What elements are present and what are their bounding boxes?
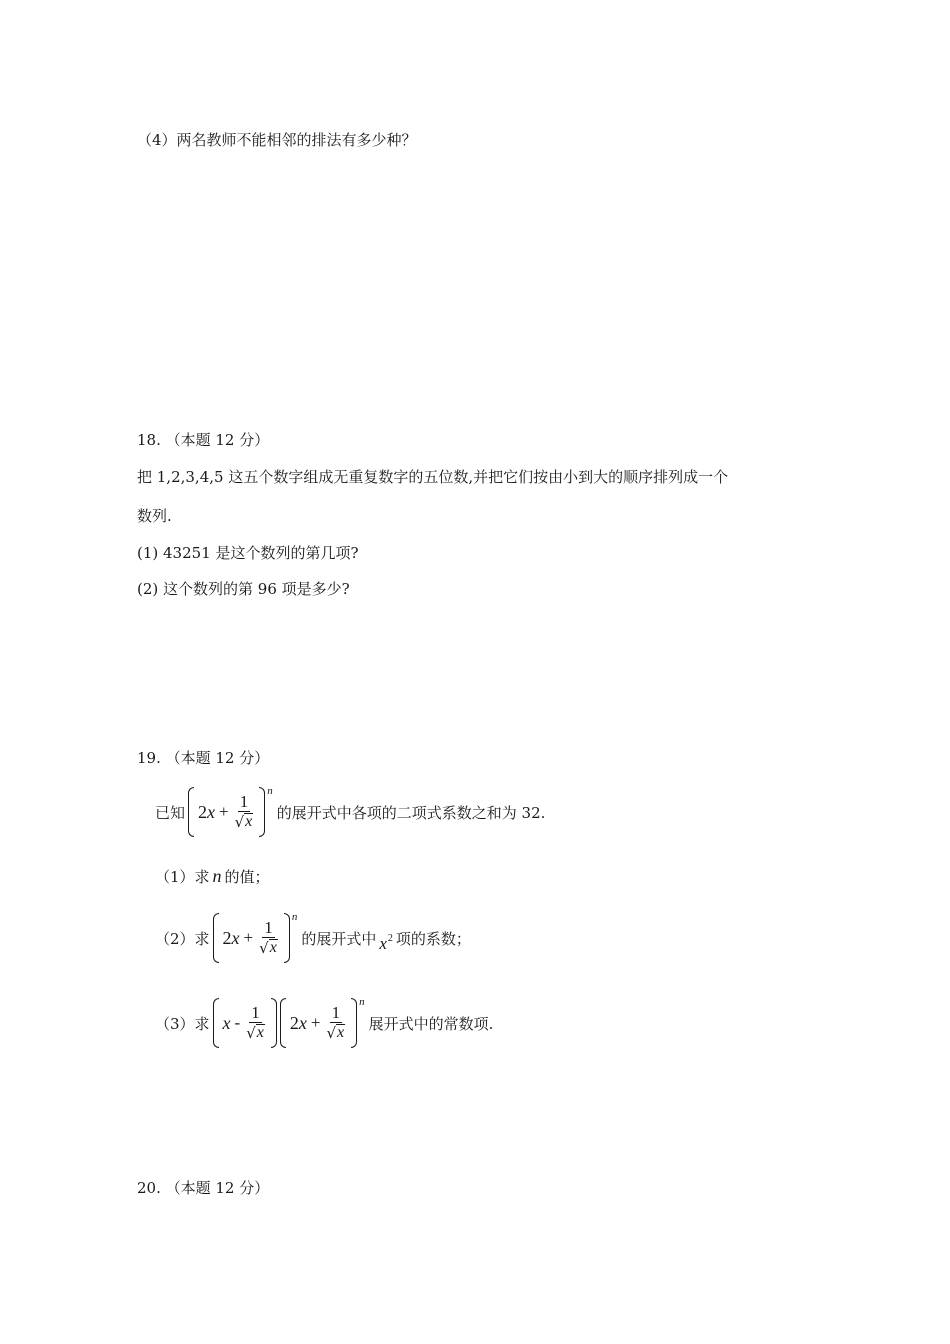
- q19-part2: （2）求 2 x + 1 √ x n 的展开式中 $x^2$ 项的系数；: [155, 913, 471, 963]
- x-squared: $x^2$: [379, 932, 393, 953]
- q18-header: 18. （本题 12 分）: [137, 431, 270, 449]
- left-paren: [188, 787, 194, 837]
- q19-part1: （1）求 n 的值；: [155, 866, 270, 886]
- q18-part2: (2) 这个数列的第 96 项是多少?: [137, 580, 350, 598]
- q18-part1: (1) 43251 是这个数列的第几项?: [137, 544, 359, 562]
- binomial-expression: 2 x + 1 √ x n: [213, 913, 298, 963]
- sqrt-sign: √: [234, 812, 245, 831]
- binomial-expression: 2 x + 1 √ x n: [188, 787, 273, 837]
- q19-stem: [155, 787, 545, 837]
- q19-header: 19. （本题 12 分）: [137, 749, 270, 767]
- exponent-n: n: [267, 785, 273, 797]
- q19-stem-prefix: 已知: [155, 803, 186, 822]
- q19-part3: （3）求 x - 1 √ x 2 x + 1 √ x n 展开式中的常数项.: [155, 998, 493, 1048]
- q18-stem-line1: 把 1,2,3,4,5 这五个数字组成无重复数字的五位数,并把它们按由小到大的顺序排列成一个: [137, 468, 729, 486]
- q17-part4-text: （4）两名教师不能相邻的排法有多少种？: [137, 131, 417, 149]
- q20-header: 20. （本题 12 分）: [137, 1179, 270, 1197]
- n-variable: n: [212, 866, 222, 886]
- q18-stem-line2: 数列.: [137, 507, 172, 525]
- factor-x-minus: x - 1 √ x: [213, 998, 277, 1048]
- binomial-expression: 2 x + 1 √ x n: [280, 998, 365, 1048]
- q19-stem-suffix: 的展开式中各项的二项式系数之和为 32.: [276, 803, 546, 822]
- fraction-one-over-sqrt-x: 1 √ x: [234, 791, 253, 831]
- right-paren: [259, 787, 265, 837]
